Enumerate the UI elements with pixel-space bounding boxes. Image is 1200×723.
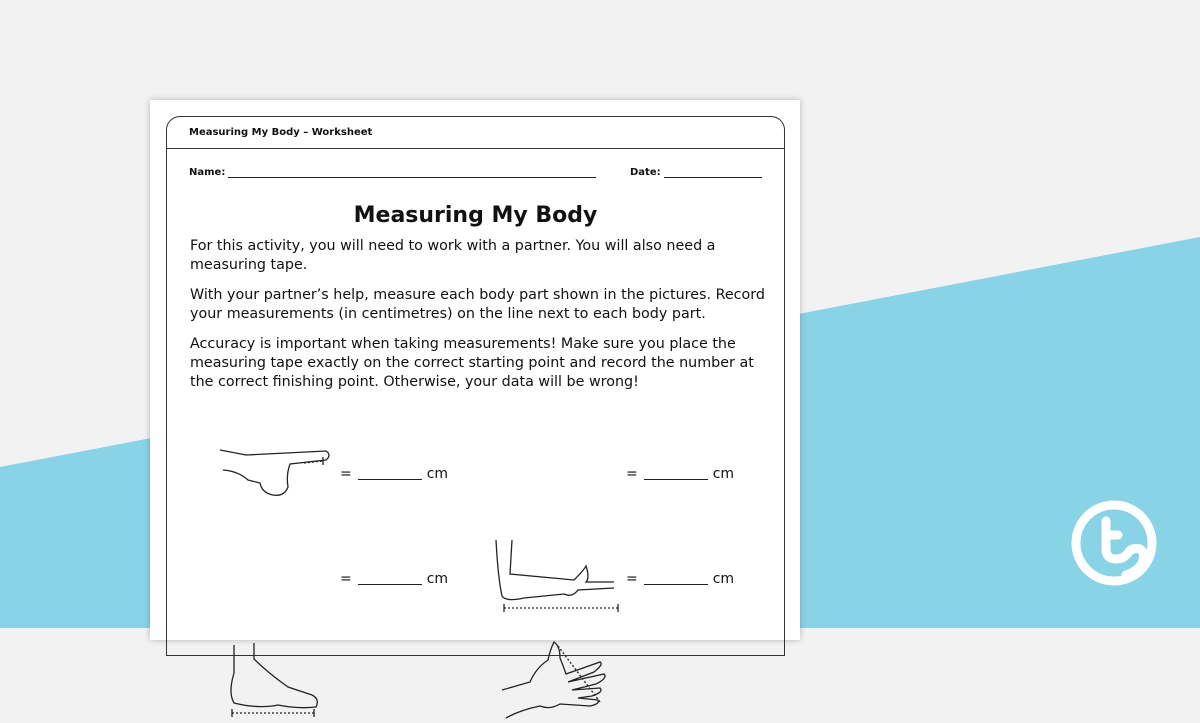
- date-field[interactable]: [630, 167, 762, 178]
- equals-sign: =: [626, 466, 638, 482]
- forearm-answer[interactable]: [626, 466, 734, 482]
- equals-sign: =: [340, 466, 352, 482]
- forearm-icon: [494, 538, 624, 613]
- page-title: Measuring My Body: [353, 203, 598, 228]
- date-label: Date:: [630, 167, 661, 178]
- paragraph: With your partner’s help, measure each body part shown in the pictures. Record your measurements (in centimetres) on the line next to each body part.: [190, 287, 765, 322]
- unit-label: cm: [426, 466, 449, 482]
- unit-label: cm: [712, 571, 735, 587]
- hand-span-answer[interactable]: [626, 571, 734, 587]
- equals-sign: =: [626, 571, 638, 587]
- paragraph: For this activity, you will need to work with a partner. You will also need a measuring tape.: [190, 238, 716, 273]
- hand-span-icon: [500, 638, 615, 723]
- divider: [167, 148, 784, 149]
- finger-icon: [218, 445, 338, 510]
- paragraph: Accuracy is important when taking measurements! Make sure you place the measuring tape exactly on the correct starting point and record the number at the correct finishing point. Otherwise, your data will be wrong!: [190, 336, 754, 390]
- worksheet-page: [150, 100, 800, 640]
- foot-icon: [228, 643, 328, 718]
- foot-answer[interactable]: [340, 571, 448, 587]
- unit-label: cm: [426, 571, 449, 587]
- answer-line[interactable]: [358, 468, 422, 480]
- brand-logo-icon: [1068, 497, 1160, 589]
- answer-line[interactable]: [644, 573, 708, 585]
- name-field[interactable]: [189, 167, 596, 178]
- answer-line[interactable]: [358, 573, 422, 585]
- answer-line[interactable]: [644, 468, 708, 480]
- worksheet-header: Measuring My Body – Worksheet: [189, 127, 373, 138]
- finger-answer[interactable]: [340, 466, 448, 482]
- name-label: Name:: [189, 167, 226, 178]
- equals-sign: =: [340, 571, 352, 587]
- unit-label: cm: [712, 466, 735, 482]
